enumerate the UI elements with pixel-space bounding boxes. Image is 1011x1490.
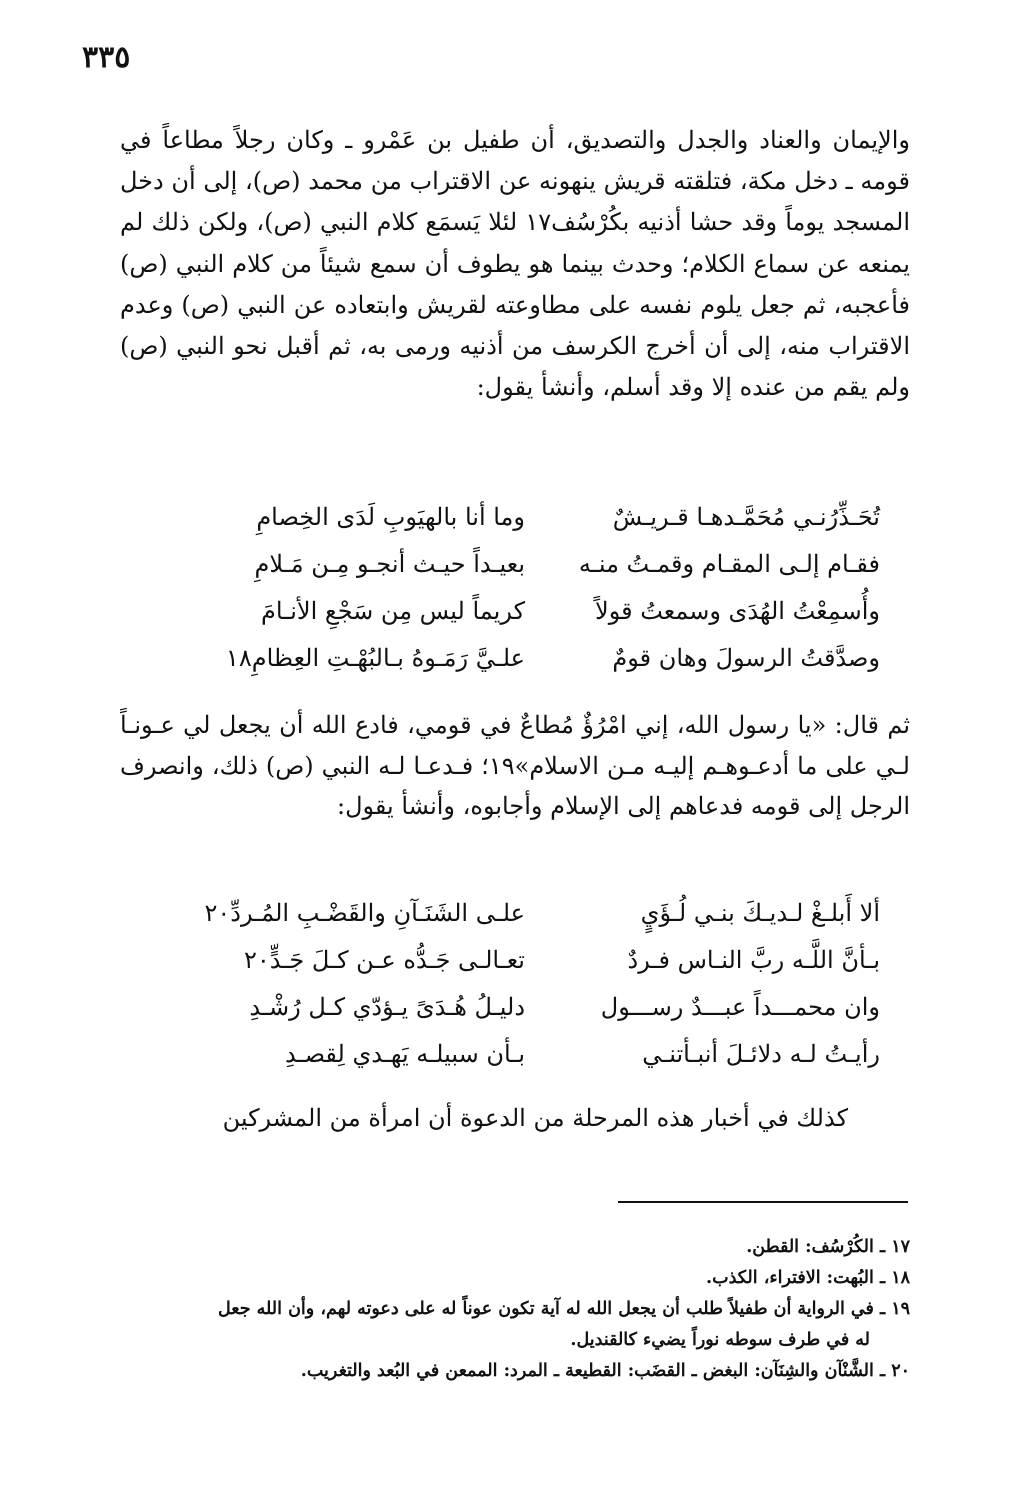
hemistich-first: وصدَّقتُ الرسولَ وهان قومٌ	[612, 643, 880, 672]
paragraph-1-text: والإيمان والعناد والجدل والتصديق، أن طفيل بن عَمْرو ـ وكان رجلاً مطاعاً في قومه ـ دخل مكة، فتلقته قريش ينهونه عن الاقتراب من محمد (ص)، إلى أن دخل المسجد يوماً وقد حشا أذنيه بكُرْسُف١٧ لئلا يَسمَع كلام النبي (ص)، ولكن ذلك لم يمنعه عن سماع الكلام؛ وحدث بينما هو يطوف أن سمع شيئاً من كلام النبي (ص) فأعجبه، ثم جعل يلوم نفسه على مطاوعته لقريش وابتعاده عن النبي (ص) وعدم الاقتراب منه، إلى أن أخرج الكرسف من أذنيه ورمى به، ثم أقبل نحو النبي (ص) ولم يقم من عنده إلا وقد أسلم، وأنشأ يقول:	[120, 126, 910, 402]
paragraph-2: ثم قال: «يا رسول الله، إني امْرُؤٌ مُطاعٌ في قومي، فادع الله أن يجعل لي عـونـاً لـي على ما أدعـوهـم إليـه مـن الاسلام»١٩؛ فـدعـا لـه النبي (ص) ذلك، وانصرف الرجل إلى قومه فدعاهم إلى الإسلام وأجابوه، وأنشأ يقول:	[120, 711, 910, 820]
poem-2-verse	[150, 936, 880, 983]
poem-2-verse	[150, 1030, 880, 1077]
footnotes	[120, 1232, 910, 1387]
hemistich-second: كريماً ليس مِن سَجْعِ الأنـامَ	[261, 596, 525, 625]
footnote-17: ١٧ ـ الكُرْسُف: القطن.	[746, 1237, 910, 1257]
hemistich-first: تُحَـذِّرُنـي مُحَمَّـدهـا قـريـشٌ	[612, 502, 880, 531]
paragraph-1	[120, 120, 910, 408]
poem-2-verse	[150, 889, 880, 936]
poem-2-verse	[150, 983, 880, 1030]
footnote-20: ٢٠ ـ الشَّنْآن والشِنَآن: البغض ـ القضَب: القطيعة ـ المرد: الممعن في البُعد والتغريب.	[300, 1361, 910, 1381]
page-number: ٣٣٥	[82, 40, 131, 75]
hemistich-first: فقـام إلـى المقـام وقمـتُ منـه	[578, 549, 880, 578]
hemistich-second: تعـالـى جَـدُّه عـن كـلَ جَـدٍّ٢٠	[243, 945, 525, 974]
hemistich-first: بـأنَّ اللَّـه ربَّ النـاس فـردٌ	[627, 945, 880, 974]
hemistich-first: رأيـتُ لـه دلائـلَ أنبـأتنـي	[642, 1039, 880, 1068]
poem-1-verse	[150, 540, 880, 587]
footnote-19-continued: له في طرف سوطه نوراً يضيء كالقنديل.	[570, 1330, 870, 1350]
hemistich-second: دليـلُ هُـدَىً يـؤدّي كـل رُشْـدِ	[249, 992, 525, 1021]
paragraph-3-text: كذلك في أخبار هذه المرحلة من الدعوة أن امرأة من المشركين	[222, 1104, 848, 1132]
hemistich-first: وأُسمِعْتُ الهُدَى وسمعتُ قولاً	[595, 596, 880, 625]
poem-1-verse	[150, 587, 880, 634]
hemistich-first: وان محمـــداً عبـــدٌ رســـول	[600, 992, 880, 1021]
poem-2	[150, 889, 880, 1077]
hemistich-first: ألا أَبلـغْ لـديـكَ بنـي لُـؤَيٍ	[640, 898, 880, 927]
poem-1	[150, 493, 880, 681]
hemistich-second: بـأن سبيلـه يَهـدي لِقصـدِ	[284, 1039, 525, 1068]
poem-1-verse	[150, 493, 880, 540]
hemistich-second: بعيـداً حيـث أنجـو مِـن مَـلامِ	[254, 549, 525, 578]
paragraph-3	[120, 1098, 910, 1138]
footnote-18: ١٨ ـ البُهت: الافتراء، الكذب.	[706, 1268, 910, 1288]
footnote-separator	[618, 1201, 908, 1203]
hemistich-second: وما أنا بالهيَوبِ لَدَى الخِصامِ	[256, 502, 525, 531]
hemistich-second: علـى الشَنَـآنِ والقَضْـبِ المُـردِّ٢٠	[204, 898, 525, 927]
footnote-19: ١٩ ـ في الرواية أن طفيلاً طلب أن يجعل الله له آية تكون عوناً له على دعوته لهم، وأن الله جعل	[218, 1299, 910, 1319]
poem-1-verse	[150, 634, 880, 681]
hemistich-second: علـيَّ رَمَـوهُ بـالبُهْـتِ العِظامِ١٨	[225, 643, 525, 672]
